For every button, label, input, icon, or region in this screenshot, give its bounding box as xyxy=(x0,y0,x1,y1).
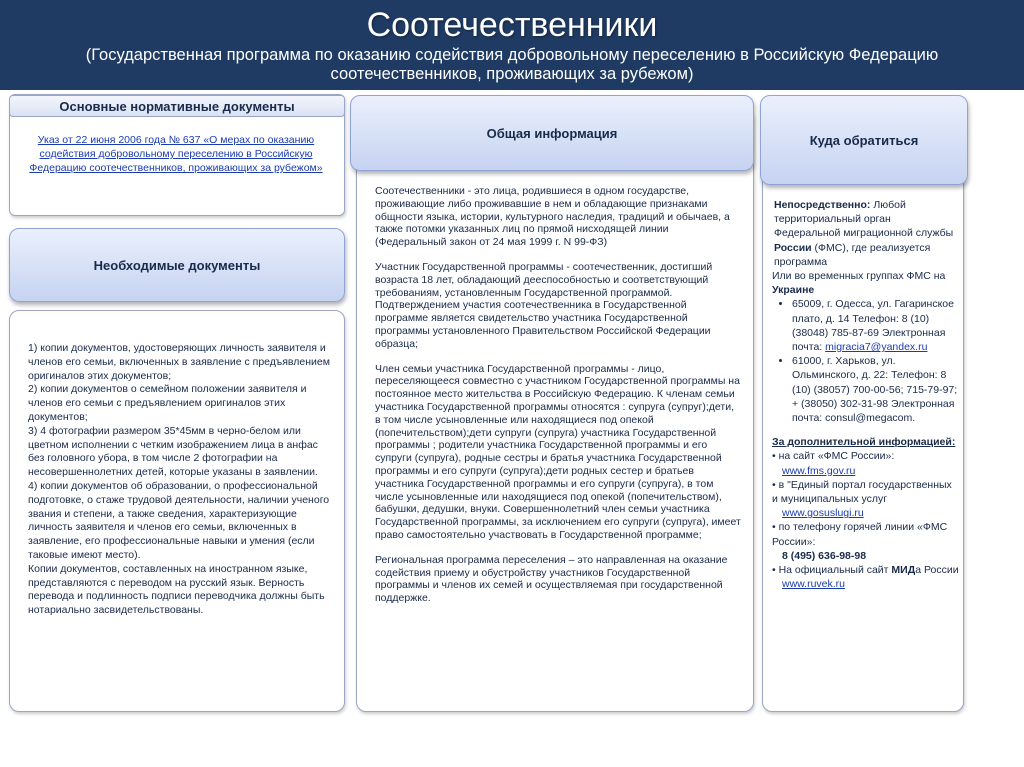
required-docs-header xyxy=(9,228,345,302)
mid-word: МИД xyxy=(891,564,916,577)
required-doc-item: 4) копии документов об образовании, о профессиональной подготовке, о стаже трудовой деятельности, наличии ученого звания и степени, а также сведения, характеризующие личность заявителя и членов его семьи, включенных в заявление, его профессиональные навыки и умения (если таковые имеют место). xyxy=(28,479,330,561)
contacts-text xyxy=(772,198,960,591)
direct-contact xyxy=(772,198,960,269)
general-info-paragraph: Региональная программа переселения – это направленная на оказание содействия приему и обустройству участников Государственной программы и членов их семей и осуществляемая при государственной поддержке. xyxy=(375,553,728,605)
general-info-header xyxy=(350,95,754,171)
general-info-paragraph: Соотечественники - это лица, родившиеся в одном государстве, проживающие либо проживавшие в нем и обладающие признаками общности языка, истории, культурного наследия, традиций и обычаев, а также потомки указанных лиц по прямой нисходящей линии (Федеральный закон от 24 мая 1999 г. N 99-ФЗ) xyxy=(375,185,730,249)
odessa-address: • 65009, г. Одесса, ул. Гагаринское плато, д. 14 Телефон: 8 (10) (38048) 785-87-69 Электронная почта: migracia7@yandex.ru xyxy=(792,297,960,354)
contacts-header xyxy=(760,95,968,185)
normative-docs-title: Основные нормативные документы xyxy=(59,98,295,114)
general-info-text xyxy=(375,185,741,605)
temp-groups: Или во временных группах ФМС на Украине xyxy=(772,270,946,297)
more-info-heading: За дополнительной информацией: xyxy=(772,436,956,449)
page-header xyxy=(0,0,1024,90)
address-list xyxy=(772,297,960,425)
required-doc-item: Копии документов, составленных на иностранном языке, представляются с переводом на русский язык. Верность перевода и подлинность подписи переводчика должны быть нотариально засвидетельствованы. xyxy=(28,562,325,617)
portal-line: • в "Единый портал государственных и муниципальных услуг xyxy=(772,478,952,506)
fms-link[interactable]: www.fms.gov.ru xyxy=(782,464,856,477)
decree-link[interactable]: Указ от 22 июня 2006 года № 637 «О мерах по оказанию содействия добровольному переселению в Российскую Федерацию соотечественников, проживающих за рубежом» xyxy=(29,134,323,174)
direct-tail: (ФМС), где реализуется программа xyxy=(774,241,931,268)
required-doc-item: 3) 4 фотографии размером 35*45мм в черно-белом или цветном исполнении с четким изображением лица в анфас без головного убора, в том числе 2 фотографии на несовершеннолетних детей, которые указаны в заявлении. xyxy=(28,424,318,479)
page-subtitle: (Государственная программа по оказанию содействия добровольному переселению в Российскую Федерацию соотечественников, проживающих за рубежом) xyxy=(85,46,939,83)
required-docs-list xyxy=(28,342,334,618)
russia-word: России xyxy=(774,241,812,254)
gosuslugi-link[interactable]: www.gosuslugi.ru xyxy=(782,507,864,520)
kharkov-email: consul@megacom. xyxy=(825,412,916,425)
required-doc-item: 1) копии документов, удостоверяющих личность заявителя и членов его семьи, включенных в заявление с предъявлением оригиналов этих документов; xyxy=(28,342,330,382)
general-info-paragraph: Член семьи участника Государственной программы - лицо, переселяющееся совместно с участником Государственной программы на постоянное место жительства в Российскую Федерацию. К членам семьи участника Государственной программы относятся : супруга (супруг);дети, в том числе усыновленные или находящиеся под опекой (попечительством);дети супруги (супруга) участника Государственной программы ; родители участника Государственной программы и его супруги (супруга), родные сестры и братья участника Государственной программы и его супруги (супруга);дети родных сестер и братьев участника Государственной программы и его супруги (супруга), в том числе усыновленные или находящиеся под опекой (попечительством), бабушки, дедушки, внуки. Совершеннолетний член семьи участника Государственной программы, за исключением его супруги (супруга), имеет право самостоятельно участвовать в Государственной программе; xyxy=(375,362,741,541)
general-info-paragraph: Участник Государственной программы - соотечественник, достигший возраста 18 лет, обладающий дееспособностью и соответствующий требованиям, установленным Государственной программой. Подтверждением участия соотечественника в Государственной программе является свидетельство участника Государственной программы установленного Правительством Российской Федерации образца; xyxy=(375,260,713,350)
page-title: Соотечественники xyxy=(366,6,658,44)
ukraine-label: Украине xyxy=(772,284,815,297)
normative-docs-header xyxy=(9,95,345,117)
contacts-title: Куда обратиться xyxy=(809,132,919,148)
direct-label: Непосредственно: xyxy=(774,199,871,211)
mid-line: • На официальный сайт МИДа России xyxy=(772,564,959,577)
hotline-phone: 8 (495) 636-98-98 xyxy=(782,549,867,562)
required-doc-item: 2) копии документов о семейном положении заявителя и членов его семьи с предъявлением оригиналов этих документов; xyxy=(28,383,307,423)
hotline-line: • по телефону горячей линии «ФМС России»: xyxy=(772,521,948,548)
fms-site-line: • на сайт «ФМС России»: xyxy=(772,450,895,463)
kharkov-address: • 61000, г. Харьков, ул. Ольминского, д. 22: Телефон: 8 (10) (38057) 700-00-56; 715-79-97; + (38050) 302-31-98 Электронная почта: consul@megacom. xyxy=(792,354,960,425)
ruvek-link[interactable]: www.ruvek.ru xyxy=(782,578,846,591)
general-info-title: Общая информация xyxy=(486,125,618,141)
required-docs-title: Необходимые документы xyxy=(93,257,261,273)
odessa-email-link[interactable]: migracia7@yandex.ru xyxy=(825,341,928,354)
direct-text: Любой территориальный орган Федеральной миграционной службы xyxy=(774,199,954,240)
